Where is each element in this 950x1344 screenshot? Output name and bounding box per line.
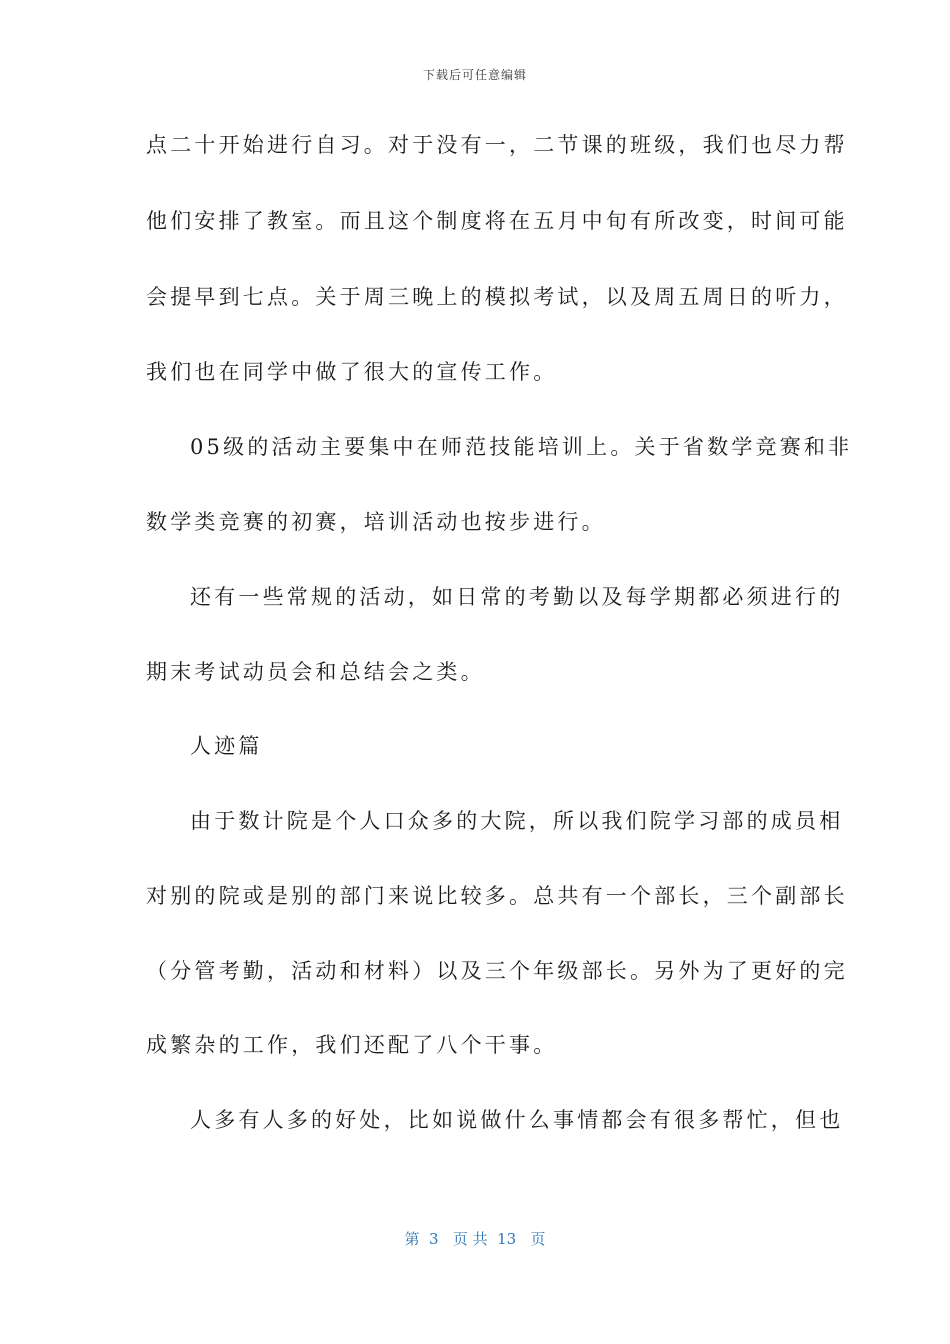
paragraph-line: （分管考勤，活动和材料）以及三个年级部长。另外为了更好的完 (146, 959, 848, 983)
paragraph-line: 我们也在同学中做了很大的宣传工作。 (146, 360, 558, 384)
paragraph-line: 人多有人多的好处，比如说做什么事情都会有很多帮忙，但也 (190, 1108, 844, 1132)
paragraph-line: 成繁杂的工作，我们还配了八个干事。 (146, 1033, 558, 1057)
paragraph-line: 数学类竞赛的初赛，培训活动也按步进行。 (146, 510, 606, 534)
paragraph-line: 期末考试动员会和总结会之类。 (146, 660, 485, 684)
paragraph-line: 会提早到七点。关于周三晚上的模拟考试，以及周五周日的听力， (146, 285, 848, 309)
section-heading: 人迹篇 (190, 734, 263, 758)
paragraph-line: 还有一些常规的活动，如日常的考勤以及每学期都必须进行的 (190, 585, 844, 609)
page-number-footer: 第 3 页 共 13 页 (404, 1230, 546, 1248)
paragraph-line: 对别的院或是别的部门来说比较多。总共有一个部长，三个副部长 (146, 884, 848, 908)
paragraph-line: 点二十开始进行自习。对于没有一，二节课的班级，我们也尽力帮 (146, 133, 848, 157)
page-header: 下载后可任意编辑 (422, 68, 527, 82)
paragraph-line: 05级的活动主要集中在师范技能培训上。关于省数学竞赛和非 (190, 435, 853, 459)
paragraph-line: 他们安排了教室。而且这个制度将在五月中旬有所改变，时间可能 (146, 209, 848, 233)
paragraph-line: 由于数计院是个人口众多的大院，所以我们院学习部的成员相 (190, 809, 844, 833)
